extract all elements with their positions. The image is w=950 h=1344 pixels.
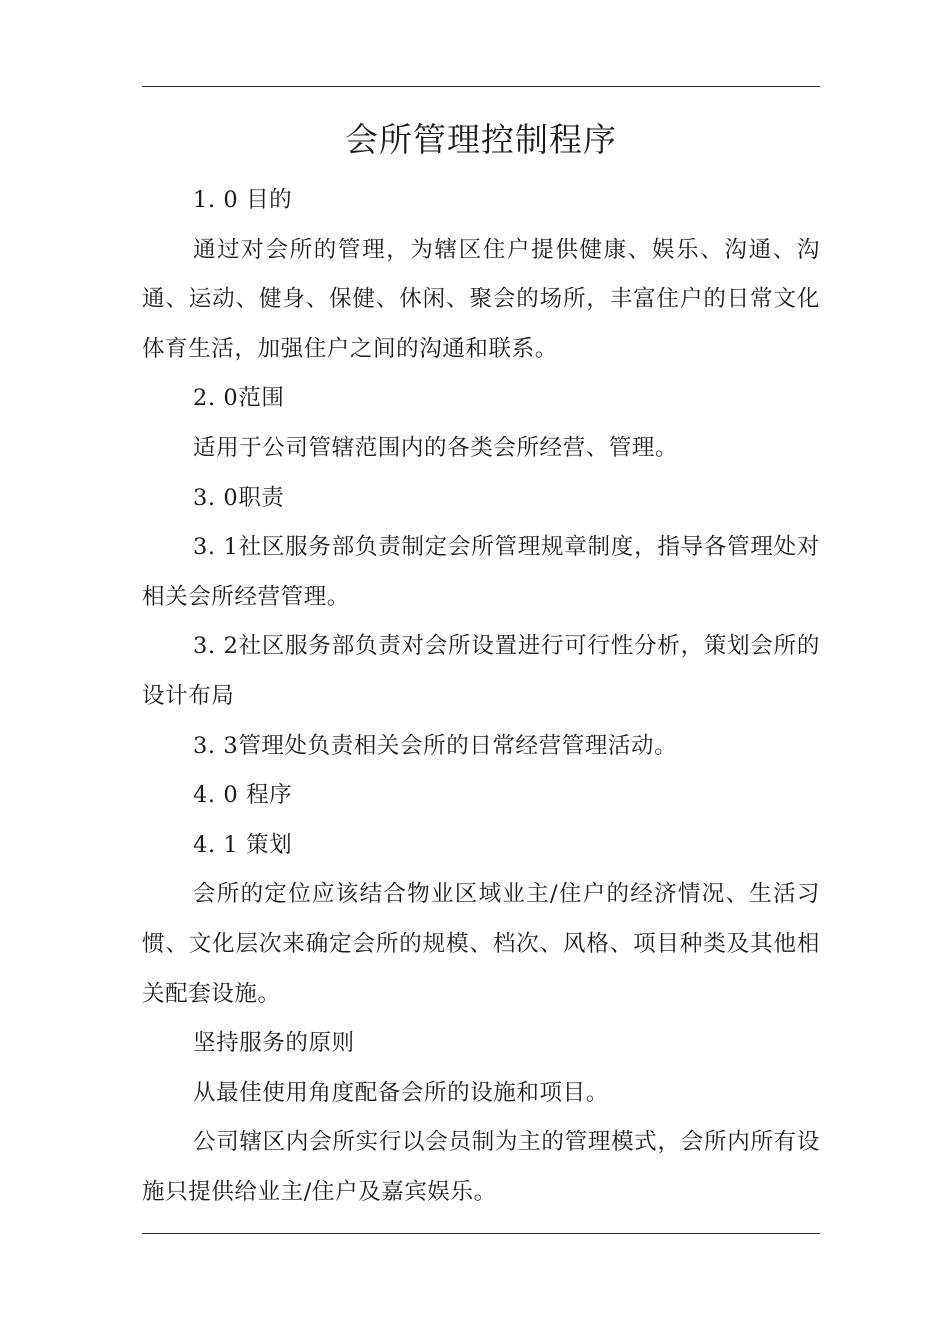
- facility-usage-line: 从最佳使用角度配备会所的设施和项目。: [193, 1079, 609, 1106]
- document-body: [142, 176, 820, 1217]
- section-heading-purpose: 1. 0 目的: [193, 187, 293, 213]
- membership-paragraph: 公司辖区内会所实行以会员制为主的管理模式，会所内所有设施只提供给业主/住户及嘉宾娱乐。: [142, 1129, 820, 1205]
- responsibility-item-1: 3. 1社区服务部负责制定会所管理规章制度，指导各管理处对相关会所经营管理。: [142, 534, 820, 610]
- document-title: 会所管理控制程序: [345, 120, 617, 159]
- section-heading-procedure: 4. 0 程序: [193, 782, 293, 809]
- planning-paragraph: 会所的定位应该结合物业区域业主/住户的经济情况、生活习惯、文化层次来确定会所的规模、档次、风格、项目种类及其他相关配套设施。: [142, 881, 820, 1007]
- responsibility-item-3: 3. 3管理处负责相关会所的日常经营管理活动。: [193, 732, 678, 759]
- subsection-heading-planning: 4. 1 策划: [193, 831, 293, 858]
- header-rule: [142, 86, 820, 87]
- purpose-paragraph: 通过对会所的管理，为辖区住户提供健康、娱乐、沟通、沟通、运动、健身、保健、休闲、聚会的场所，丰富住户的日常文化体育生活，加强住户之间的沟通和联系。: [142, 236, 820, 362]
- service-principle-line: 坚持服务的原则: [193, 1030, 355, 1057]
- scope-paragraph: 适用于公司管辖范围内的各类会所经营、管理。: [193, 434, 679, 461]
- section-heading-responsibilities: 3. 0职责: [193, 484, 285, 511]
- responsibility-item-2: 3. 2社区服务部负责对会所设置进行可行性分析，策划会所的设计布局: [142, 633, 820, 709]
- section-heading-scope: 2. 0范围: [193, 385, 285, 412]
- footer-rule: [142, 1233, 820, 1234]
